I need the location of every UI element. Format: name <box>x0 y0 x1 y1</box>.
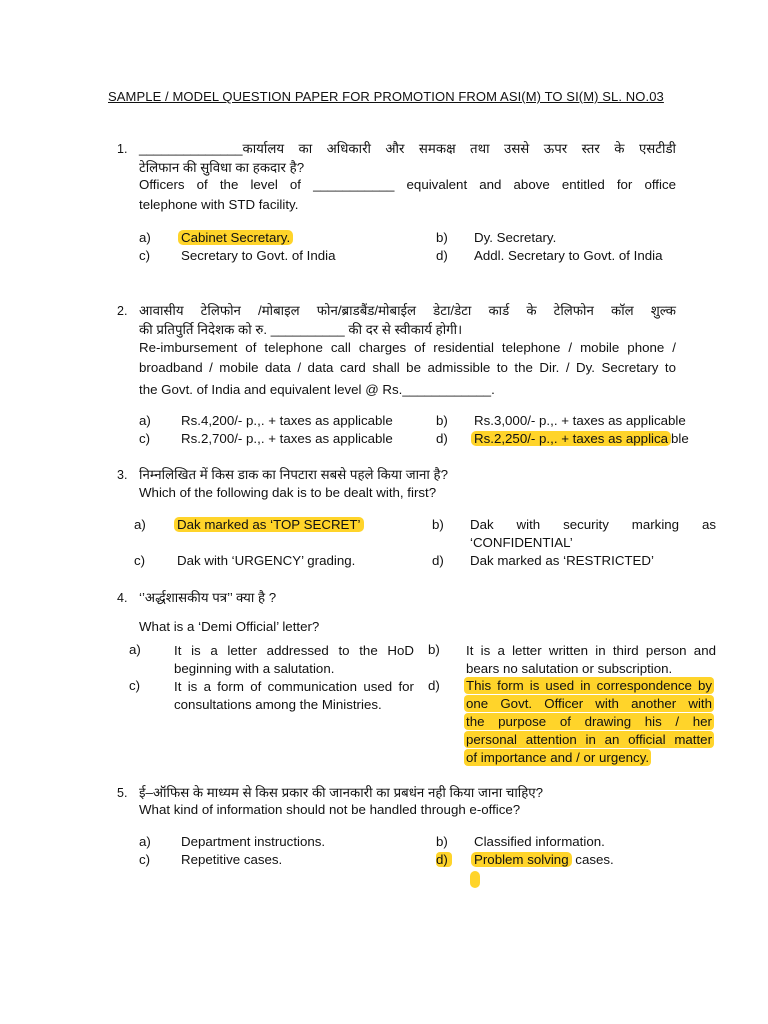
option-key: b) <box>436 413 448 428</box>
question-hindi-line: टेलिफान की सुविधा का हकदार है? <box>139 160 305 175</box>
option-key: a) <box>139 413 151 428</box>
option-key: b) <box>432 517 444 532</box>
option-d-answer <box>474 852 614 867</box>
option-key: c) <box>139 852 151 867</box>
question-number: 2. <box>117 304 128 318</box>
option-c: Repetitive cases. <box>181 852 283 867</box>
option-key: d) <box>436 431 448 446</box>
option-key: d) <box>428 678 440 693</box>
question-english-line: the Govt. of India and equivalent level @ Rs.____________. <box>139 382 495 397</box>
option-d-rest: ble <box>671 431 689 446</box>
option-c: Rs.2,700/- p.,. + taxes as applicable <box>181 431 393 446</box>
question-english-line: broadband / mobile data / data card shall be admissible to the Dir. / Dy. Secretary to <box>139 360 676 375</box>
answer-highlight-line: This form is used in correspondence by <box>466 678 712 693</box>
question-hindi-line: ______________कार्यालय का अधिकारी और समकक्ष तथा उससे ऊपर स्तर के एसटीडी <box>139 141 676 156</box>
question-hindi-line: ‘’अर्द्धशासकीय पत्र’’ क्या है ? <box>139 590 277 605</box>
option-key: c) <box>129 678 141 693</box>
answer-highlight: d) <box>436 852 452 867</box>
option-b: Rs.3,000/- p.,. + taxes as applicable <box>474 413 686 428</box>
question-hindi-line: निम्नलिखित में किस डाक का निपटारा सबसे पहले किया जाना है? <box>139 467 449 482</box>
option-key <box>436 852 452 867</box>
option-key: b) <box>436 230 448 245</box>
option-d-answer <box>474 431 689 446</box>
option-key: d) <box>432 553 444 568</box>
question-english-line: Officers of the level of ___________ equivalent and above entitled for office <box>139 177 676 192</box>
answer-highlight-line: one Govt. Officer with another with <box>466 696 712 711</box>
question-english-line: Which of the following dak is to be dealt with, first? <box>139 485 437 500</box>
question-number: 1. <box>117 142 128 156</box>
option-c: Dak with ‘URGENCY’ grading. <box>177 553 356 568</box>
page-title: SAMPLE / MODEL QUESTION PAPER FOR PROMOTION FROM ASI(M) TO SI(M) SL. NO.03 <box>108 89 664 104</box>
answer-highlight-line: personal attention in an official matter <box>466 732 712 747</box>
question-number: 5. <box>117 786 128 800</box>
option-key: a) <box>139 834 151 849</box>
option-c: Secretary to Govt. of India <box>181 248 336 263</box>
option-b: Dak with security marking as <box>470 517 716 532</box>
answer-highlight: Problem solving <box>471 852 572 867</box>
question-number: 4. <box>117 591 128 605</box>
option-b: It is a letter written in third person and bears no salutation or subscription. <box>466 643 716 676</box>
option-a: Rs.4,200/- p.,. + taxes as applicable <box>181 413 393 428</box>
option-a: It is a letter addressed to the HoD beginning with a salutation. <box>174 643 414 676</box>
question-hindi-line: ई–ऑफिस के माध्यम से किस प्रकार की जानकारी का प्रबधंन नही किया जाना चाहिए? <box>139 785 544 800</box>
answer-highlight: Dak marked as ‘TOP SECRET’ <box>174 517 364 532</box>
option-d-answer <box>466 678 716 768</box>
option-b: Classified information. <box>474 834 605 849</box>
question-english-line: telephone with STD facility. <box>139 197 299 212</box>
question-english-line: What is a ‘Demi Official’ letter? <box>139 619 320 634</box>
answer-highlight: Cabinet Secretary. <box>178 230 293 245</box>
highlight-mark <box>470 871 480 888</box>
option-key: c) <box>139 431 151 446</box>
option-b-line2: ‘CONFIDENTIAL’ <box>470 535 573 550</box>
option-b: Dy. Secretary. <box>474 230 557 245</box>
option-key: a) <box>139 230 151 245</box>
answer-highlight-line: of importance and / or urgency. <box>466 750 650 765</box>
option-a: Department instructions. <box>181 834 326 849</box>
option-key: a) <box>134 517 146 532</box>
option-d-rest: cases. <box>571 852 614 867</box>
question-number: 3. <box>117 468 128 482</box>
question-english-line: What kind of information should not be handled through e-office? <box>139 802 521 817</box>
option-key: c) <box>134 553 146 568</box>
option-key: b) <box>436 834 448 849</box>
option-key: b) <box>428 642 440 657</box>
question-hindi-line: आवासीय टेलिफोन /मोबाइल फोन/ब्राडबैंड/मोबाईल डेटा/डेटा कार्ड के टेलिफोन कॉल शुल्क <box>139 303 676 318</box>
question-english-line: Re-imbursement of telephone call charges of residential telephone / mobile phone / <box>139 340 676 355</box>
option-key: a) <box>129 642 141 657</box>
option-c: It is a form of communication used for consultations among the Ministries. <box>174 679 414 712</box>
option-d: Addl. Secretary to Govt. of India <box>474 248 663 263</box>
answer-highlight: Rs.2,250/- p.,. + taxes as applica <box>471 431 671 446</box>
option-key: d) <box>436 248 448 263</box>
option-key: c) <box>139 248 151 263</box>
option-a-answer <box>181 230 293 245</box>
answer-highlight-line: the purpose of drawing his / her <box>466 714 712 729</box>
option-a-answer <box>177 517 364 532</box>
question-hindi-line: की प्रतिपुर्ति निदेशक को रु. __________ की दर से स्वीकार्य होगी। <box>139 322 463 337</box>
option-d: Dak marked as ‘RESTRICTED’ <box>470 553 654 568</box>
